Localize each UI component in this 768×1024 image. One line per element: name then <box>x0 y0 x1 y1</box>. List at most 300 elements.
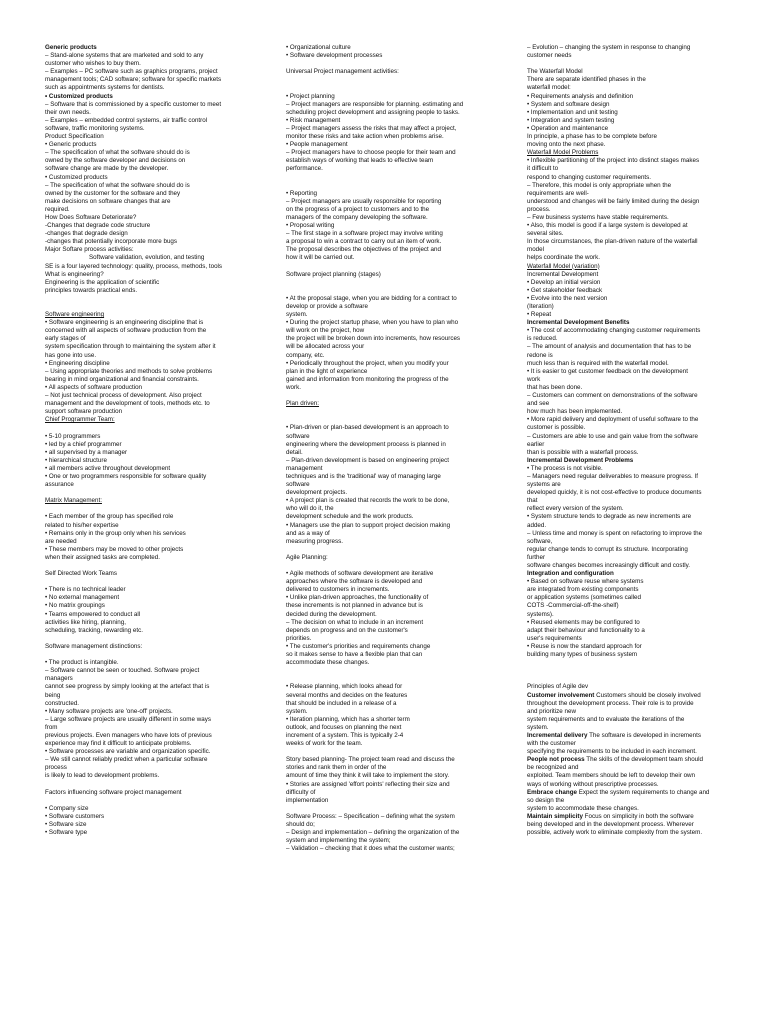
text-line: monitor these risks and take action when problems arise. <box>286 133 444 141</box>
text-line: • Each member of the group has specified role <box>45 513 174 521</box>
text-line: Generic products <box>45 44 97 51</box>
text-line: scheduling, tracking, rewarding etc. <box>45 626 143 634</box>
text-line: – The amount of analysis and documentation that has to be <box>527 343 692 351</box>
text-line <box>45 295 253 303</box>
text-line <box>527 60 727 68</box>
text-line <box>45 635 253 643</box>
term-description: The skills of the development team should <box>584 756 704 764</box>
text-line: will be allocated across your <box>286 343 365 351</box>
text-line <box>286 174 498 182</box>
text-line: • Software size <box>45 821 87 828</box>
text-line <box>45 424 253 432</box>
text-line: regular change tends to corrupt its structure. Incorporating <box>527 545 688 553</box>
text-line: • Remains only in the group only when his services <box>45 529 186 537</box>
text-line <box>286 408 498 416</box>
text-line: • Agile methods of software development are iterative <box>286 570 434 578</box>
text-line: • Project planning <box>286 92 335 100</box>
text-line: – Stand-alone systems that are marketed and sold to any <box>45 52 204 60</box>
text-line: outlook, and focuses on planning the next <box>286 723 402 731</box>
text-line: – Customers can comment on demonstrations of the software <box>527 392 698 400</box>
text-line: • Company size <box>45 804 89 812</box>
text-line: development projects. <box>286 489 348 497</box>
text-line <box>286 263 498 271</box>
text-line <box>286 76 498 84</box>
text-line: Incremental Development Benefits <box>527 319 630 327</box>
text-line: increment of a system. This is typically 2-4 <box>286 731 404 739</box>
text-line: • People management <box>286 141 348 149</box>
text-line: adapt their behaviour and functionality to a <box>527 626 645 634</box>
text-line: and prioritize new <box>527 707 576 715</box>
text-line <box>286 805 498 813</box>
text-line <box>286 748 498 756</box>
text-line: will work on the project, how <box>286 327 365 335</box>
text-line: • Repeat <box>527 311 552 319</box>
text-line: management <box>286 464 323 472</box>
text-line <box>45 562 253 570</box>
text-line: – Examples – PC software such as graphics programs, project <box>45 68 218 76</box>
text-line: Factors influencing software project management <box>45 788 182 796</box>
text-line: Incremental Development Problems <box>527 456 634 464</box>
text-line: • Unlike plan-driven approaches, the functionality of <box>286 594 429 602</box>
text-line: principles towards practical ends. <box>45 286 138 294</box>
text-line: cannot see progress by simply looking at the artefact that is <box>45 683 210 691</box>
text-line: and see <box>527 400 550 408</box>
text-line: added. <box>527 521 547 529</box>
text-line: customer who wishes to buy them. <box>45 60 141 68</box>
text-line <box>286 60 498 68</box>
text-line: (Iteration) <box>527 303 554 310</box>
text-line: • Software customers <box>45 812 105 820</box>
text-line: develop or provide a software <box>286 303 368 310</box>
term-label: Embrace change <box>527 788 578 796</box>
text-line <box>527 667 727 675</box>
term-label: Incremental delivery <box>527 731 588 739</box>
text-line: redone is <box>527 351 553 359</box>
text-line <box>286 182 498 190</box>
text-line: • Inflexible partitioning of the project into distinct stages makes <box>527 157 700 165</box>
text-column-3 <box>527 44 727 837</box>
text-line: that has been done. <box>527 383 583 391</box>
text-line: What is engineering? <box>45 270 104 278</box>
text-line: process. <box>527 205 551 213</box>
text-line: software change are made by the developer. <box>45 165 169 173</box>
text-line: Story based planning- The project team read and discuss the <box>286 756 455 764</box>
text-line: approaches where the software is developed and <box>286 578 423 586</box>
text-line: Engineering is the application of scientific <box>45 278 160 286</box>
text-line: systems are <box>527 481 561 489</box>
text-line: Agile Planning: <box>286 553 328 561</box>
text-line: SE is a four layered technology: quality, process, methods, tools <box>45 262 223 270</box>
text-line: Software Process: – Specification – defining what the system <box>286 812 455 820</box>
text-line: being developed and in the development process. Wherever <box>527 821 694 828</box>
term-description: The software is developed in increments <box>587 731 701 739</box>
text-line: • led by a chief programmer <box>45 440 122 448</box>
text-line: managers <box>45 675 73 683</box>
text-line: • All aspects of software production <box>45 383 143 391</box>
text-line: • Integration and system testing <box>527 116 615 124</box>
text-line: the project will be broken down into increments, how resources <box>286 335 461 343</box>
text-line <box>45 505 253 513</box>
text-line: user's requirements <box>527 634 582 642</box>
text-line: software <box>286 432 310 440</box>
text-line: • Periodically throughout the project, when you modify your <box>286 359 449 367</box>
text-line: – Validation – checking that it does what the customer wants; <box>286 845 455 853</box>
text-line: reflect every version of the system. <box>527 505 624 513</box>
text-line: • The product is intangible. <box>45 659 119 667</box>
text-line: building many types of business system <box>527 651 638 659</box>
text-line: – Software cannot be seen or touched. Software project <box>45 667 200 675</box>
text-line: • Teams empowered to conduct all <box>45 610 141 618</box>
text-line: software, traffic monitoring systems. <box>45 124 145 132</box>
text-line: than is possible with a waterfall process. <box>527 448 639 456</box>
text-line: • Software processes are variable and organization specific. <box>45 748 211 756</box>
text-line: • Customized products <box>45 92 113 100</box>
text-line: – Managers need regular deliverables to measure progress. If <box>527 472 698 480</box>
text-line: accommodate these changes. <box>286 659 370 667</box>
text-line: being <box>45 691 61 699</box>
text-line: – Project managers are usually responsible for reporting <box>286 197 442 205</box>
text-line: with the customer <box>527 740 576 748</box>
text-line: • Stories are assigned 'effort points' reflecting their size and <box>286 780 450 788</box>
text-line: that <box>527 497 538 505</box>
text-line: specifying the requirements to be included in each increment. <box>527 748 697 756</box>
text-line <box>286 416 498 424</box>
text-line: • Software type <box>45 829 88 837</box>
text-line: so design the <box>527 796 565 804</box>
text-line: – Using appropriate theories and methods to solve problems <box>45 367 213 375</box>
text-line: ways of working without prescriptive processes. <box>527 780 659 788</box>
term-label: Maintain simplicity <box>527 812 583 820</box>
term-label: People not process <box>527 756 585 764</box>
text-line: – Project managers have to choose people for their team and <box>286 149 456 157</box>
text-line <box>45 303 253 311</box>
text-line: • all members active throughout development <box>45 464 171 472</box>
text-line <box>527 756 727 764</box>
text-line: depends on progress and on the customer's <box>286 626 408 634</box>
text-line: model <box>527 246 545 254</box>
text-line <box>45 797 253 805</box>
text-line: – Evolution – changing the system in response to changing <box>527 44 691 51</box>
text-line: a proposal to win a contract to carry out an item of work. <box>286 238 442 246</box>
text-line: related to his/her expertise <box>45 521 119 529</box>
text-line: Major Softare process activities: <box>45 246 134 254</box>
text-line: Principles of Agile dev <box>527 683 589 691</box>
text-line: • No matrix groupings <box>45 602 105 610</box>
text-line: – Large software projects are usually different in some ways <box>45 715 211 723</box>
text-line: previous projects. Even managers who have lots of previous <box>45 731 212 739</box>
text-line: • The cost of accommodating changing customer requirements <box>527 327 701 335</box>
text-line: • During the project startup phase, when you have to plan who <box>286 319 459 327</box>
text-line: • At the proposal stage, when you are bidding for a contract to <box>286 294 457 302</box>
text-line: – The decision on what to include in an increment <box>286 618 424 626</box>
text-line: when their assigned tasks are completed. <box>45 553 160 561</box>
text-column-2 <box>286 44 498 853</box>
text-line: helps coordinate the work. <box>527 254 600 262</box>
text-line: Software engineering <box>45 311 105 319</box>
text-line: owned by the customer for the software and they <box>45 189 181 197</box>
text-line: scheduling project development and assigning people to tasks. <box>286 108 460 116</box>
text-line: throughout the development process. Their role is to provide <box>527 699 694 707</box>
text-line: Plan driven: <box>286 400 320 408</box>
text-line <box>286 287 498 295</box>
text-line: work. <box>286 383 301 391</box>
text-line: constructed. <box>45 699 80 707</box>
text-line: • It is easier to get customer feedback on the development <box>527 367 688 375</box>
text-line: There are separate identified phases in the <box>527 76 646 84</box>
text-line: • Release planning, which looks ahead for <box>286 683 403 691</box>
text-line: • Customized products <box>45 173 108 181</box>
text-line: make decisions on software changes that are <box>45 197 171 205</box>
text-line: – The specification of what the software should do is <box>45 149 190 157</box>
text-line: these increments is not planned in advance but is <box>286 602 423 610</box>
text-line: • Also, this model is good if a large system is developed at <box>527 222 688 230</box>
text-line: – Unless time and money is spent on refactoring to improve the <box>527 529 703 537</box>
text-line: – Project managers assess the risks that may affect a project, <box>286 124 457 132</box>
text-line: several months and decides on the features <box>286 691 408 699</box>
text-line: Universal Project management activities: <box>286 68 399 76</box>
text-line: company, etc. <box>286 351 325 359</box>
text-line: on the progress of a project to customers and to the <box>286 205 430 213</box>
text-line: bearing in mind organizational and financial constraints. <box>45 375 199 383</box>
term-description: Focus on simplicity in both the software <box>582 812 694 820</box>
text-line: establish ways of working that leads to effective team <box>286 157 434 165</box>
text-line: customer needs <box>527 52 572 60</box>
text-line: how much has been implemented. <box>527 408 623 416</box>
text-line: Matrix Management: <box>45 497 102 505</box>
text-line: performance. <box>286 165 323 173</box>
text-line: measuring progress. <box>286 537 343 545</box>
text-line: gained and information from monitoring the progress of the <box>286 375 449 383</box>
text-line: • There is no technical leader <box>45 586 126 594</box>
text-line: several sites. <box>527 230 564 238</box>
text-line: process <box>45 764 67 772</box>
text-line <box>45 781 253 789</box>
text-line: software <box>286 481 310 489</box>
text-line <box>527 813 727 821</box>
text-line: Software project planning (stages) <box>286 270 381 278</box>
text-line: system specification through to maintaining the system after it <box>45 343 216 351</box>
text-line: system. <box>286 311 308 319</box>
text-line: • Managers use the plan to support project decision making <box>286 521 451 529</box>
text-line: -changes that degrade design <box>45 230 128 238</box>
text-line: be recognized and <box>527 764 579 772</box>
text-line: • One or two programmers responsible for software quality <box>45 472 207 480</box>
text-line: their own needs. <box>45 108 91 116</box>
text-line: difficulty of <box>286 788 316 796</box>
text-line: and as a way of <box>286 529 330 537</box>
text-line: that should be included in a release of a <box>286 699 397 707</box>
text-line: • Many software projects are 'one-off' projects. <box>45 707 173 715</box>
text-line: software, <box>527 537 553 545</box>
text-line: how it will be carried out. <box>286 254 355 262</box>
text-line: -changes that potentially incorporate more bugs <box>45 238 178 246</box>
text-line: further <box>527 553 546 561</box>
text-line <box>45 651 253 659</box>
text-line <box>286 546 498 554</box>
text-line: has gone into use. <box>45 351 97 359</box>
text-line: detail. <box>286 448 303 456</box>
text-line: – The first stage in a software project may involve writing <box>286 230 443 238</box>
text-line: • Reused elements may be configured to <box>527 618 640 626</box>
text-line: possible, actively work to eliminate complexity from the system. <box>527 829 703 837</box>
text-line: • Generic products <box>45 141 97 149</box>
text-line: The proposal describes the objectives of the project and <box>286 246 441 254</box>
text-line <box>527 675 727 683</box>
text-line: Software management distinctions: <box>45 642 143 650</box>
text-line: • These members may be moved to other projects <box>45 545 184 553</box>
text-line: much less than is required with the waterfall model. <box>527 359 669 367</box>
text-line: • Software engineering is an engineering discipline that is <box>45 319 204 327</box>
text-line: • 5-10 programmers <box>45 432 101 440</box>
text-line: plan in the light of experience <box>286 367 368 375</box>
text-line: Incremental Development <box>527 270 599 278</box>
text-line: In those circumstances, the plan-driven nature of the waterfall <box>527 238 698 246</box>
text-line <box>527 789 727 797</box>
text-line: • Proposal writing <box>286 222 335 230</box>
text-line: activities like hiring, planning, <box>45 618 126 626</box>
text-line: priorities. <box>286 634 312 642</box>
text-line: assurance <box>45 481 74 489</box>
text-line: – Design and implementation – defining the organization of the <box>286 829 460 837</box>
text-line: requirements are well- <box>527 189 589 197</box>
text-line: • The process is not visible. <box>527 464 603 472</box>
text-line: Waterfall Model (variation) <box>527 262 600 270</box>
text-line: software changes becomes increasingly difficult and costly. <box>527 562 691 569</box>
text-line: In principle, a phase has to be complete before <box>527 133 657 141</box>
text-line: customer is possible. <box>527 424 586 432</box>
text-line: Self Directed Work Teams <box>45 570 118 578</box>
text-line: understood and changes will be fairly limited during the design <box>527 197 700 205</box>
text-line: • hierarchical structure <box>45 456 107 464</box>
text-line: system. <box>286 707 308 715</box>
text-line: • Organizational culture <box>286 44 351 51</box>
text-line: is likely to lead to development problems. <box>45 772 160 780</box>
text-line: • No external management <box>45 594 120 602</box>
text-line <box>45 578 253 586</box>
text-line: system and implementing the system; <box>286 837 391 845</box>
text-line: who will do it, the <box>286 505 334 513</box>
text-line: or application systems (sometimes called <box>527 594 641 602</box>
text-line: – Not just technical process of development. Also project <box>45 392 202 400</box>
text-line <box>286 84 498 92</box>
text-line: implementation <box>286 796 329 804</box>
term-label: Customer involvement <box>527 691 595 699</box>
text-line: • Plan-driven or plan-based development is an approach to <box>286 424 449 432</box>
text-line: • A project plan is created that records the work to be done, <box>286 497 450 505</box>
text-line: such as appointments systems for dentists. <box>45 84 165 92</box>
text-line <box>527 659 727 667</box>
text-line: • Risk management <box>286 116 341 124</box>
text-line: concerned with all aspects of software production from the <box>45 327 207 335</box>
text-line: systems). <box>527 610 554 618</box>
text-line: – Therefore, this model is only appropriate when the <box>527 181 672 189</box>
text-line: – Plan-driven development is based on engineering project <box>286 456 449 464</box>
text-line: early stages of <box>45 335 86 343</box>
text-line: • Implementation and unit testing <box>527 108 618 116</box>
text-line: – We still cannot reliably predict when a particular software <box>45 756 208 764</box>
text-line: • Based on software reuse where systems <box>527 578 644 586</box>
text-line: respond to changing customer requirements. <box>527 173 652 181</box>
text-line: developed quickly, it is not cost-effective to produce documents <box>527 489 702 497</box>
text-line: weeks of work for the team. <box>286 740 363 748</box>
text-line: amount of time they think it will take to implement the story. <box>286 772 450 780</box>
text-line: system requirements and to evaluate the iterations of the <box>527 715 685 723</box>
text-line: exploited. Team members should be left to develop their own <box>527 772 696 780</box>
text-line <box>45 489 253 497</box>
text-line: • Develop an initial version <box>527 278 601 286</box>
text-line: should do; <box>286 821 315 828</box>
text-line: required. <box>45 205 70 213</box>
text-line: Product Specification <box>45 133 104 141</box>
text-line: – Examples – embedded control systems, air traffic control <box>45 116 208 124</box>
text-line: COTS -Commercial-off-the-shelf) <box>527 602 619 610</box>
text-line: earlier <box>527 440 545 448</box>
text-line: work <box>527 375 541 383</box>
text-line: • Get stakeholder feedback <box>527 286 603 294</box>
text-line: from <box>45 723 58 731</box>
term-description: Customers should be closely involved <box>594 691 701 699</box>
text-line: development schedule and the work products. <box>286 513 414 521</box>
text-line: stories and rank them in order of the <box>286 764 387 772</box>
text-line: • Engineering discipline <box>45 359 110 367</box>
text-line: • Iteration planning, which has a shorter term <box>286 715 410 723</box>
term-description: Expect the system requirements to change and <box>577 788 710 796</box>
text-line: • Operation and maintenance <box>527 124 609 132</box>
text-line: – The specification of what the software should do is <box>45 181 190 189</box>
text-line: • Reporting <box>286 189 318 197</box>
text-line: are integrated from existing components <box>527 586 639 594</box>
text-line: system to accommodate these changes. <box>527 804 639 812</box>
text-line: Integration and configuration <box>527 570 614 578</box>
text-line: managers of the company developing the software. <box>286 213 428 221</box>
text-line: techniques and is the 'traditional' way of managing large <box>286 472 441 480</box>
text-line: How Does Software Deteriorate? <box>45 213 137 221</box>
text-line: • Evolve into the next version <box>527 294 608 302</box>
text-line: -Changes that degrade code structure <box>45 222 151 230</box>
text-line: support software production <box>45 408 123 416</box>
text-line: is reduced. <box>527 335 558 343</box>
text-line: – Software that is commissioned by a specific customer to meet <box>45 100 222 108</box>
text-line: • The customer's priorities and requirements change <box>286 642 431 650</box>
text-line: owned by the software developer and decisions on <box>45 157 186 165</box>
text-line: delivered to customers in increments. <box>286 586 390 594</box>
text-line: decided during the development. <box>286 610 377 618</box>
text-line: management and the development of tools, methods etc. to <box>45 400 210 408</box>
text-line: • Requirements analysis and definition <box>527 92 634 100</box>
text-line <box>527 692 727 700</box>
text-line: moving onto the next phase. <box>527 141 606 149</box>
text-line: management tools; CAD software; software for specific markets <box>45 76 222 84</box>
text-line: Chief Programmer Team: <box>45 416 115 424</box>
text-line <box>286 392 498 400</box>
text-line: – Few business systems have stable requirements. <box>527 213 669 221</box>
text-line: • all supervised by a manager <box>45 448 128 456</box>
text-line <box>527 732 727 740</box>
text-line: are needed <box>45 537 77 545</box>
text-line: it difficult to <box>527 165 559 173</box>
text-line: • Reuse is now the standard approach for <box>527 642 642 650</box>
text-line: so it makes sense to have a flexible plan that can <box>286 651 423 659</box>
text-line <box>286 562 498 570</box>
text-line: • System and software design <box>527 100 610 108</box>
text-line: The Waterfall Model <box>527 68 583 76</box>
text-line: • More rapid delivery and deployment of useful software to the <box>527 416 699 424</box>
text-line <box>286 279 498 287</box>
text-line: Software validation, evolution, and testing <box>89 254 205 262</box>
text-line: – Customers are able to use and gain value from the software <box>527 432 698 440</box>
text-line: – Project managers are responsible for planning. estimating and <box>286 100 464 108</box>
text-column-1 <box>45 44 253 837</box>
